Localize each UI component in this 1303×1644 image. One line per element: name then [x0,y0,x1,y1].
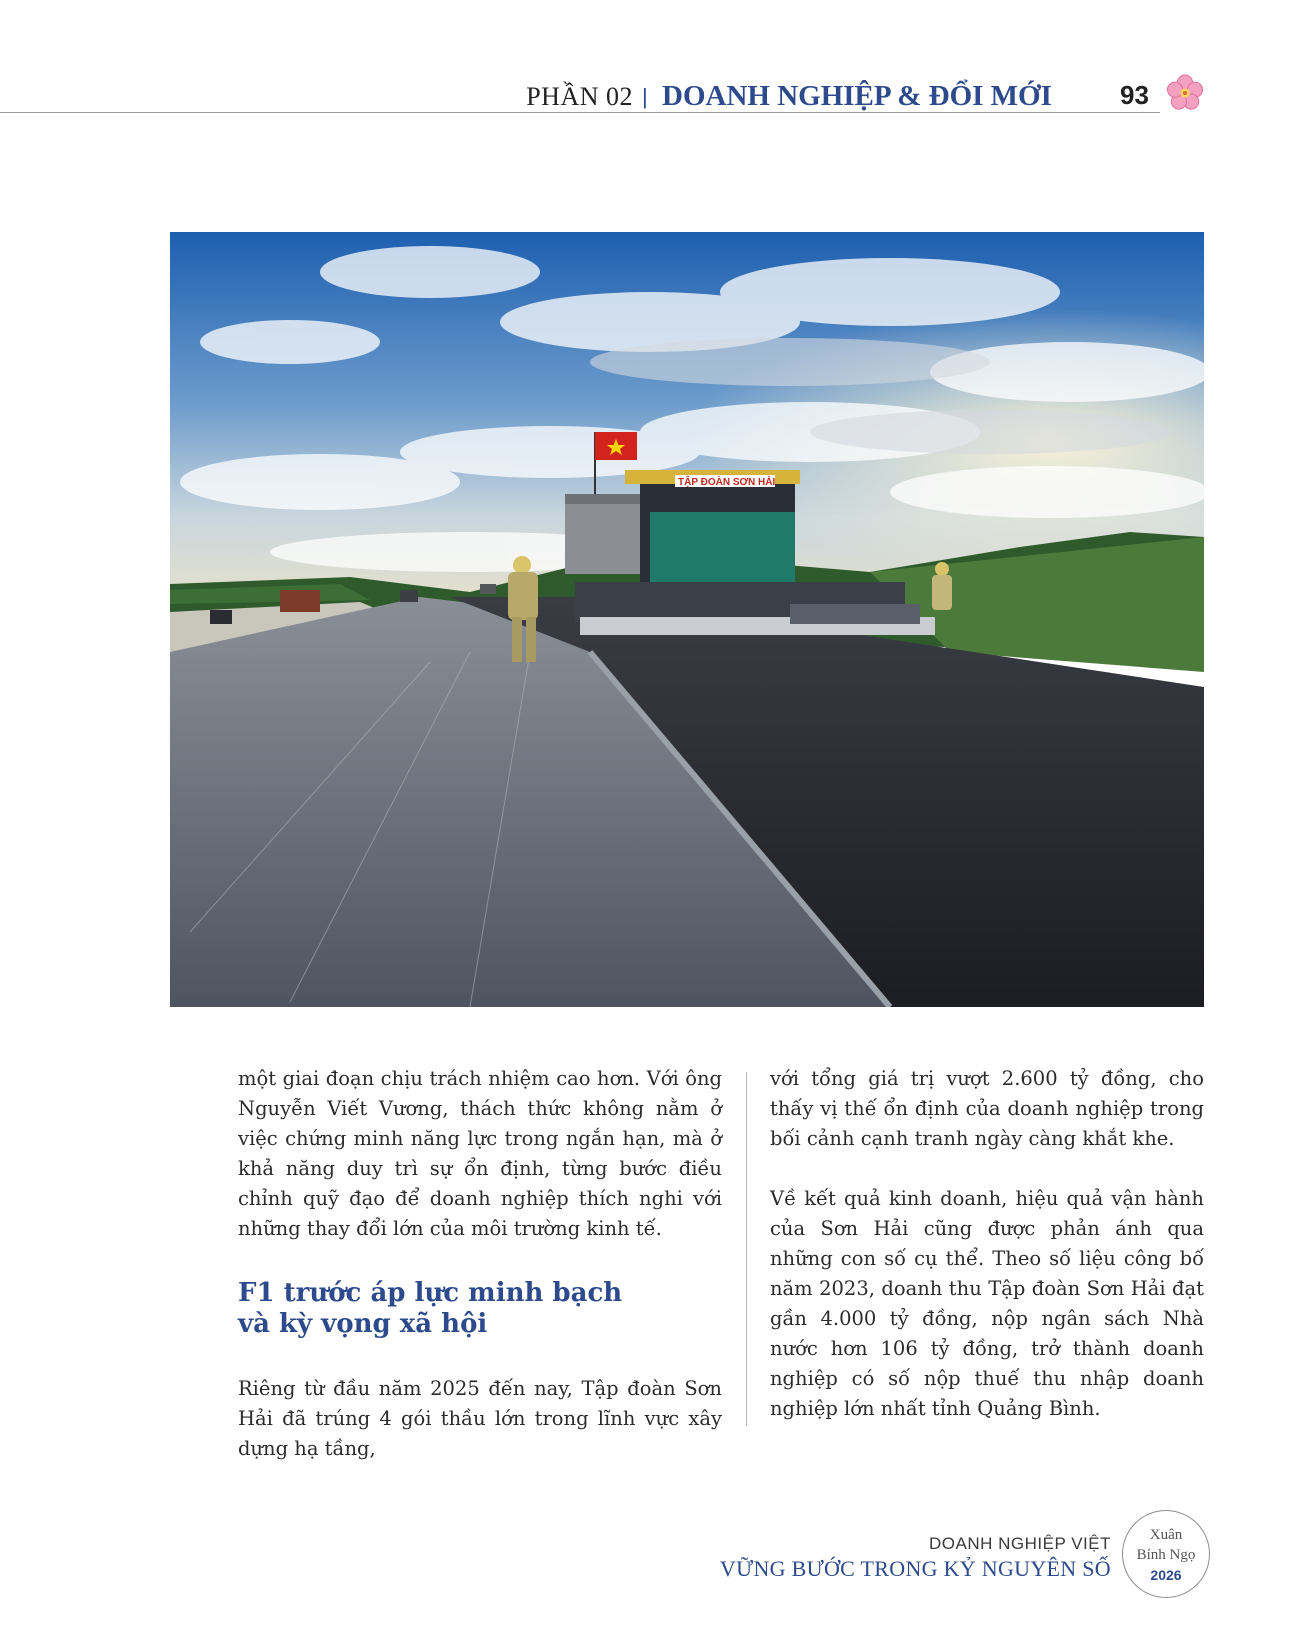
article-left-column [238,1064,722,1464]
footer-publication-line-2: VỮNG BƯỚC TRONG KỶ NGUYÊN SỐ [719,1556,1111,1581]
right-paragraph-2: Về kết quả kinh doanh, hiệu quả vận hành của Sơn Hải cũng được phản ánh qua những con số cụ thể. Theo số liệu công bố năm 2023, doanh thu Tập đoàn Sơn Hải đạt gần 4.000 tỷ đồng, nộp ngân sách Nhà nước hơn 106 tỷ đồng, trở thành doanh nghiệp có số nộp thuế thu nhập doanh nghiệp lớn nhất tỉnh Quảng Bình. [770,1187,1204,1420]
section-label: PHẦN 02 [526,82,633,111]
road-paving-photo [170,232,1204,1007]
left-paragraph-2: Riêng từ đầu năm 2025 đến nay, Tập đoàn Sơn Hải đã trúng 4 gói thầu lớn trong lĩnh vực xây dựng hạ tầng, [238,1377,722,1460]
section-title: DOANH NGHIỆP & ĐỔI MỚI [662,80,1052,112]
page-header [0,74,1303,124]
badge-line-1: Xuân [1149,1527,1183,1543]
subheading-line-2: và kỳ vọng xã hội [238,1309,488,1339]
badge-line-2: Bính Ngọ [1136,1547,1196,1563]
left-paragraph-1: một giai đoạn chịu trách nhiệm cao hơn. Với ông Nguyễn Viết Vương, thách thức không nằm ở việc chứng minh năng lực trong ngắn hạn, mà ở khả năng duy trì sự ổn định, từng bước điều chỉnh quỹ đạo để doanh nghiệp thích nghi với những thay đổi lớn của môi trường kinh tế. [238,1067,722,1240]
right-paragraph-1: với tổng giá trị vượt 2.600 tỷ đồng, cho thấy vị thế ổn định của doanh nghiệp trong bối cảnh cạnh tranh ngày càng khắt khe. [770,1067,1204,1150]
article-right-column [770,1064,1204,1424]
section-separator: | [642,84,648,109]
flower-icon [1166,74,1204,112]
paragraph-gap [770,1154,1204,1184]
photo-illustration [170,232,1204,1007]
edition-badge [1122,1510,1210,1598]
footer-publication-line-1: DOANH NGHIỆP VIỆT [929,1534,1111,1553]
machine-sign: TẬP ĐOÀN SƠN HẢI [678,477,776,488]
page-footer [0,1500,1303,1610]
subheading-line-1: F1 trước áp lực minh bạch [238,1278,623,1308]
article-subheading [238,1278,722,1340]
column-divider [746,1072,747,1426]
page-number: 93 [1120,80,1149,110]
badge-year: 2026 [1150,1567,1182,1583]
